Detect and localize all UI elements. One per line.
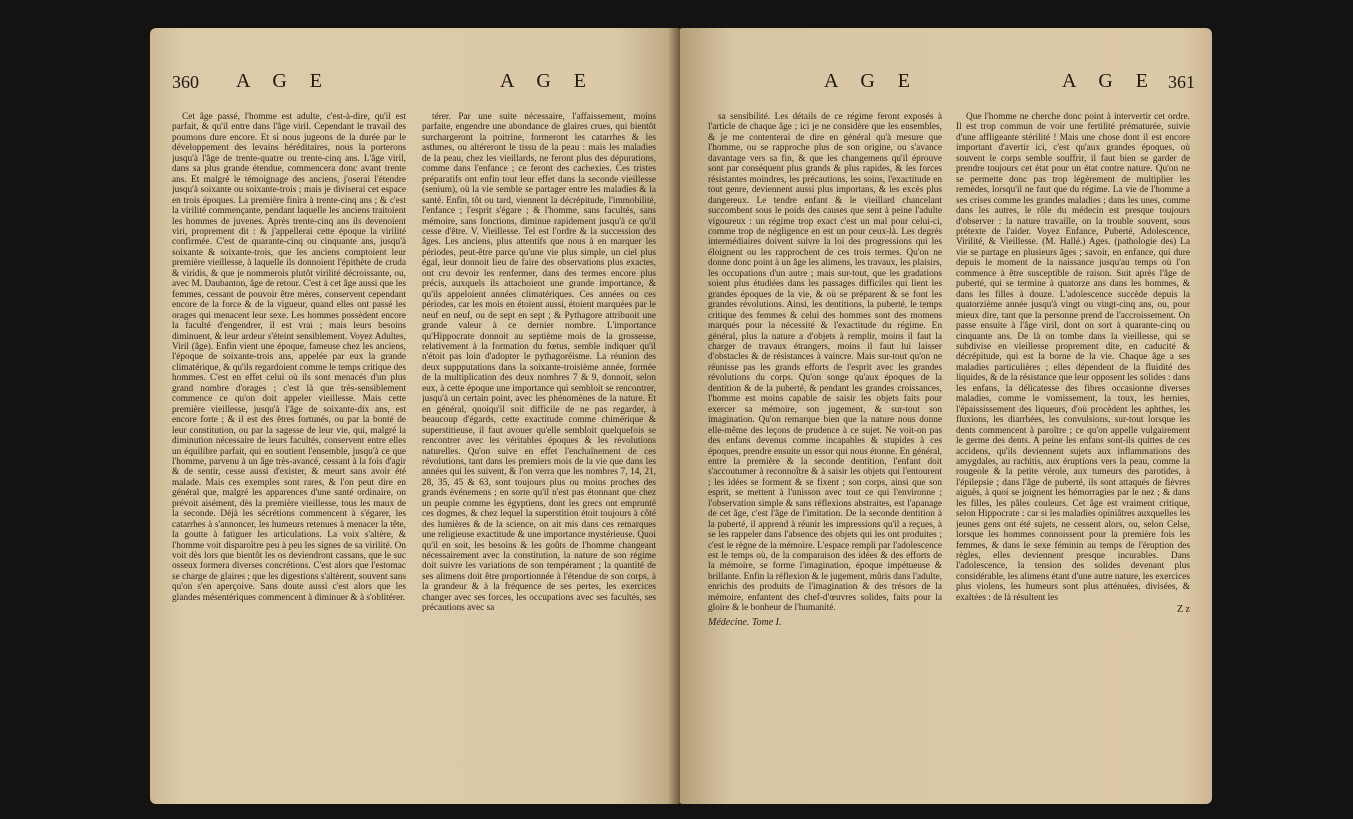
footer-title: Médecine. Tome I. bbox=[708, 616, 782, 628]
text-column bbox=[708, 112, 942, 792]
signature-mark: Z z bbox=[1176, 604, 1190, 616]
right-page-header bbox=[680, 70, 1212, 100]
left-page-header bbox=[150, 70, 680, 100]
page-number: 360 bbox=[172, 72, 199, 92]
text-column bbox=[422, 112, 656, 798]
page-number: 361 bbox=[1168, 72, 1195, 92]
right-page bbox=[680, 28, 1212, 804]
column-text: térer. Par une suite nécessaire, l'affaissement, moins parfaite, engendre une abondance de glaires crues, qui bientôt surchargeront la poitrine, formeront les catarrhes & les asthmes, ou altéreront le tissu de la peau : mais les maladies de la peau, chez les vieillards, ne feront plus des dépurations, comme dans l'enfance ; ce feront des cachexies. Ces tristes préparatifs ont enfin tout leur effet dans la seconde vieillesse (senium), où la vie semble se partager entre les maladies & la santé. Enfin, tôt ou tard, viennent la décrépitude, l'immobilité, l'enfance ; l'esprit s'égare ; & l'homme, sans facultés, sans mémoire, sans fonctions, diminue rapidement jusqu'à ce qu'il cesse d'être. V. Vieillesse. Tel est l'ordre & la succession des âges. Les anciens, plus attentifs que nous à en marquer les périodes, peut-être parce qu'une vie plus simple, un ciel plus égal, leur donnoit lieu de faire des observations plus exactes, ont cru devoir les renfermer, dans des termes encore plus précis, auxquels ils attachoient une grande importance, & qu'ils appeloient années climatériques. Ces années ou ces périodes, car les mois en étoient aussi, étoient marquées par le neuf en neuf, ou de sept en sept ; & Pythagore attribuoit une grande valeur à ce dernier nombre. L'importance qu'Hippocrate donnoit au septième mois de la grossesse, relativement à la formation du fœtus, semble indiquer qu'il n'étoit pas loin d'adopter le pythagoréisme. La réunion des deux suppputations dans la soixante-troisième année, formée de la multiplication des deux nombres 7 & 9, donnoit, selon eux, à cette époque une importance qui sembloit se rencontrer, jusqu'à un certain point, avec les phénomènes de la nature. Et en général, quoiqu'il soit difficile de ne pas regarder, à beaucoup d'égards, cette exactitude comme chimérique & superstitieuse, il faut avouer qu'elle sembloit quelquefois se rencontrer avec les véritables époques & les révolutions naturelles. Qu'on suive en effet l'enchaînement de ces révolutions, tant dans les premiers mois de la vie que dans les années qui les suivent, & l'on verra que les nombres 7, 14, 21, 28, 35, 45 & 63, sont toujours plus ou moins proches des grands événemens ; en sorte qu'il n'est pas étonnant que chez un peuple comme les égyptiens, dont les grecs ont emprunté ces dogmes, & chez lequel la superstition étoit toujours à côté des lumières & de la science, on ait mis dans ces remarques une religieuse exactitude & une importance mystérieuse. Quoi qu'il en soit, les besoins & les goûts de l'homme changeant nécessairement avec la constitution, la nature de son régime doit suivre les variations de son tempérament ; la quantité de ses alimens doit être proportionnée à l'étendue de son corps, à la grandeur & à la fréquence de ses pertes, les exercices changer avec ses forces, les occupations avec ses facultés, ses précautions avec sa bbox=[422, 112, 656, 614]
text-column bbox=[172, 112, 406, 798]
running-head: A G E bbox=[1062, 70, 1157, 92]
column-text: Que l'homme ne cherche donc point à intervertir cet ordre. Il est trop commun de voir une fertilité prématurée, suivie d'une affligeante stérilité ! Mais une chose dont il est encore important d'avertir ici, c'est qu'aux grandes époques, où souvent le corps semble souffrir, il faut bien se garder de prendre toujours cet état pour un état contre nature. Qu'on ne se permette donc pas trop légèrement de multiplier les remèdes, lorsqu'il ne faut que du régime. La vie de l'homme a ses crises comme les grandes maladies ; dans les unes, comme dans les autres, le rôle du médecin est presque toujours d'observer : la nature travaille, on la trouble souvent, sous prétexte de l'aider. Voyez Enfance, Puberté, Adolescence, Virilité, & Vieillesse. (M. Hallé.) Ages. (pathologie des) La vie se partage en plusieurs âges ; savoir, en enfance, qui dure depuis le moment de la naissance jusqu'au temps où l'on commence à être susceptible de raison. Suit après l'âge de puberté, qui se termine à quatorze ans dans les hommes, & dans les filles à douze. L'adolescence succède depuis la quatorzième année jusqu'à vingt ou vingt-cinq ans, ou, pour mieux dire, tant que la personne prend de l'accroissement. On passe ensuite à l'âge viril, dont on sort à quarante-cinq ou cinquante ans. De là on tombe dans la vieillesse, qui se subdivise en vieillesse proprement dite, en caducité & décrépitude, qui est la borne de la vie. Chaque âge a ses maladies particulières ; elles dépendent de la fluidité des liquides, & de la résistance que leur opposent les solides : dans les enfans, la délicatesse des fibres occasionne diverses maladies, comme le vomissement, la toux, les hernies, l'épaississement des liqueurs, d'où procèdent les aphthes, les fluxions, les diarrhées, les convulsions, sur-tout lorsque les dents commencent à paroître ; ce qu'on appelle vulgairement le germe des dents. A peine les enfans sont-ils quittes de ces accidens, qu'ils deviennent sujets aux inflammations des amygdales, au rachitis, aux éruptions vers la peau, comme la rougeole & la petite vérole, aux tumeurs des parotides, à l'épilepsie ; dans l'âge de puberté, ils sont attaqués de fièvres aiguës, à quoi se joignent les hémorragies par le nez ; & dans les filles, les pâles couleurs. Cet âge est vraiment critique, selon Hippocrate : car si les maladies opiniâtres auxquelles les jeunes gens ont été sujets, ne cessent alors, ou, selon Celse, lorsque les hommes connoissent pour la première fois les femmes, & dans le sexe féminin au temps de l'éruption des règles, elles deviennent presque incurables. Dans l'adolescence, la tension des solides devenant plus considérable, les alimens étant d'une autre nature, les exercices plus violens, les humeurs sont plus atténuées, divisées, & exaltées : de là résultent les bbox=[956, 112, 1190, 603]
left-page bbox=[150, 28, 680, 804]
text-column bbox=[956, 112, 1190, 792]
running-head: A G E bbox=[236, 70, 331, 92]
running-head: A G E bbox=[824, 70, 919, 92]
running-head: A G E bbox=[500, 70, 595, 92]
column-text: sa sensibilité. Les détails de ce régime feront exposés à l'article de chaque âge ; ici je ne considère que les ensembles, & je me contenterai de dire en général qu'à mesure que l'homme, ou se rapproche plus de son origine, ou s'avance davantage vers sa fin, & que les changemens qu'il éprouve sont par conséquent plus grands & plus rapides, & les forces résistantes moindres, les précautions, les soins, l'exactitude en tout genre, deviennent aussi plus importans, & les excès plus dangereux. Le tendre enfant & le vieillard chancelant succombent sous le poids des causes que sent à peine l'adulte vigoureux : un régime trop exact c'est un mal pour celui-ci, comme trop de négligence en est un pour ceux-là. Les degrés intermédiaires doivent suivre la loi des progressions qui les éloignent ou les rapprochent de ces trois termes. Qu'on ne donne donc point à un âge les alimens, les travaux, les plaisirs, les occupations d'un autre ; mais sur-tout, que les gradations soient plus étudiées dans les passages difficiles qui lient les grandes époques de la vie, & où se préparent & se font les grandes révolutions. Ainsi, les dentitions, la puberté, le temps critique des femmes & celui des hommes sont des momens marqués pour la nécessité & l'exactitude du régime. En général, plus la nature a d'objets à remplir, moins il faut la charger de travaux étrangers, moins il faut lui laisser d'obstacles & de résistances à vaincre. Mais sur-tout qu'on ne réunisse pas les grands efforts de l'esprit avec les grandes révolutions du corps. Qu'on songe qu'aux époques de la dentition & de la puberté, & pendant les grandes croissances, l'homme est moins capable de saisir les objets faits pour exercer sa mémoire, son jugement, & sur-tout son imagination. Qu'on remarque bien que la nature nous donne elle-même des leçons de prudence à ce sujet. Ne voit-on pas des enfans devenus comme incapables & stupides à ces époques, prendre ensuite un essor qui nous étonne. En général, entre la première & la seconde dentition, l'enfant doit s'accoutumer à reconnoître & à saisir les objets qui l'entourent ; les idées se forment & se fixent ; son corps, ainsi que son esprit, se mettent à l'unisson avec tout ce qui l'environne ; l'observation simple & sans réflexions abstraites, est l'apanage de cet âge, c'est l'âge de l'imitation. De la seconde dentition à la puberté, il apprend à réunir les impressions qu'il a reçues, à se les rappeler dans l'absence des objets qui les ont produites ; c'est le règne de la mémoire. L'espace rempli par l'adolescence est le temps où, de la comparaison des idées & des efforts de la mémoire, se forme l'imagination, époque impétueuse & brillante. Enfin la réflexion & le jugement, mûris dans l'adulte, enrichis des produits de l'imagination & des trésors de la mémoire, enfantent des chef-d'œuvres solides, faits pour la gloire & le bonheur de l'humanité. bbox=[708, 112, 942, 614]
column-text: Cet âge passé, l'homme est adulte, c'est-à-dire, qu'il est parfait, & qu'il entre dans l'âge viril. Cependant le travail des poumons dure encore. Et si nous jugeons de la durée par le développement des levains héréditaires, nous la porterons jusqu'à l'âge de trente-quatre ou trente-cinq ans. L'âge viril, dans sa plus grande étendue, commencera donc avant trente ans. Et malgré le témoignage des anciens, j'oserai l'étendre jusqu'à soixante ou soixante-trois ; mais je diviserai cet espace en trois époques. La première finira à trente-cinq ans ; & c'est la virilité commençante, pendant laquelle les anciens traitoient les hommes de juvenes. Après trente-cinq ans ils devenoient viri, proprement dit : & j'appellerai cette époque la virilité confirmée. C'est de quarante-cinq ou cinquante ans, jusqu'à soixante & soixante-trois, que les anciens comptoient leur première vieillesse, à laquelle ils donnoient l'épithète de cruda & viridis, & que je nommerois plutôt virilité décroissante, ou, avec M. Daubanton, âge de retour. C'est à cet âge aussi que les femmes, cessant de pouvoir être mères, conservent cependant encore de la force & de la vigueur, quand elles ont passé les orages qui menacent leur sexe. Les hommes possèdent encore la faculté d'engendrer, il est vrai ; mais leurs besoins diminuent, & leur ardeur s'éteint sensiblement. Voyez Adultes, Viril (âge). Enfin vient une époque, fameuse chez les anciens, l'époque de soixante-trois ans, appelée par eux la grande climatérique, & qu'ils regardoient comme le temps critique des hommes. C'est en effet celui où ils sont menacés d'un plus grand nombre d'orages ; c'est là que très-sensiblement commence ce qu'on doit appeler vieillesse. Mais cette première vieillesse, jusqu'à l'âge de soixante-dix ans, est encore forte ; & il est des êtres fortunés, ou par la bonté de leur constitution, ou par la sagesse de leur vie, qui, malgré la diminution nécessaire de leurs facultés, conservent entre elles un équilibre parfait, qui en soutient l'ensemble, jusqu'à ce que l'homme, parvenu à un âge très-avancé, cessant à la fois d'agir & de sentir, cesse aussi d'exister, & meurt sans avoir été malade. Mais ces exemples sont rares, & l'on peut dire en général que, malgré les apparences d'une santé ordinaire, on prévoit aisément, dès la première vieillesse, tous les maux de la seconde. Déjà les sécrétions commencent à s'égarer, les catarrhes à s'annoncer, les humeurs retenues à menacer la tête, la goutte à fatiguer les articulations. La voix s'altère, & l'homme voit disparoître peu à peu les signes de sa virilité. On voit dès lors que bientôt les os deviendront cassans, que le suc osseux formera diverses concrétions. C'est alors que l'estomac se charge de glaires ; que les digestions s'altèrent, souvent sans qu'on s'en aperçoive. Sans doute aussi c'est alors que les glandes mésentériques commencent à diminuer & à s'oblitérer. bbox=[172, 112, 406, 603]
